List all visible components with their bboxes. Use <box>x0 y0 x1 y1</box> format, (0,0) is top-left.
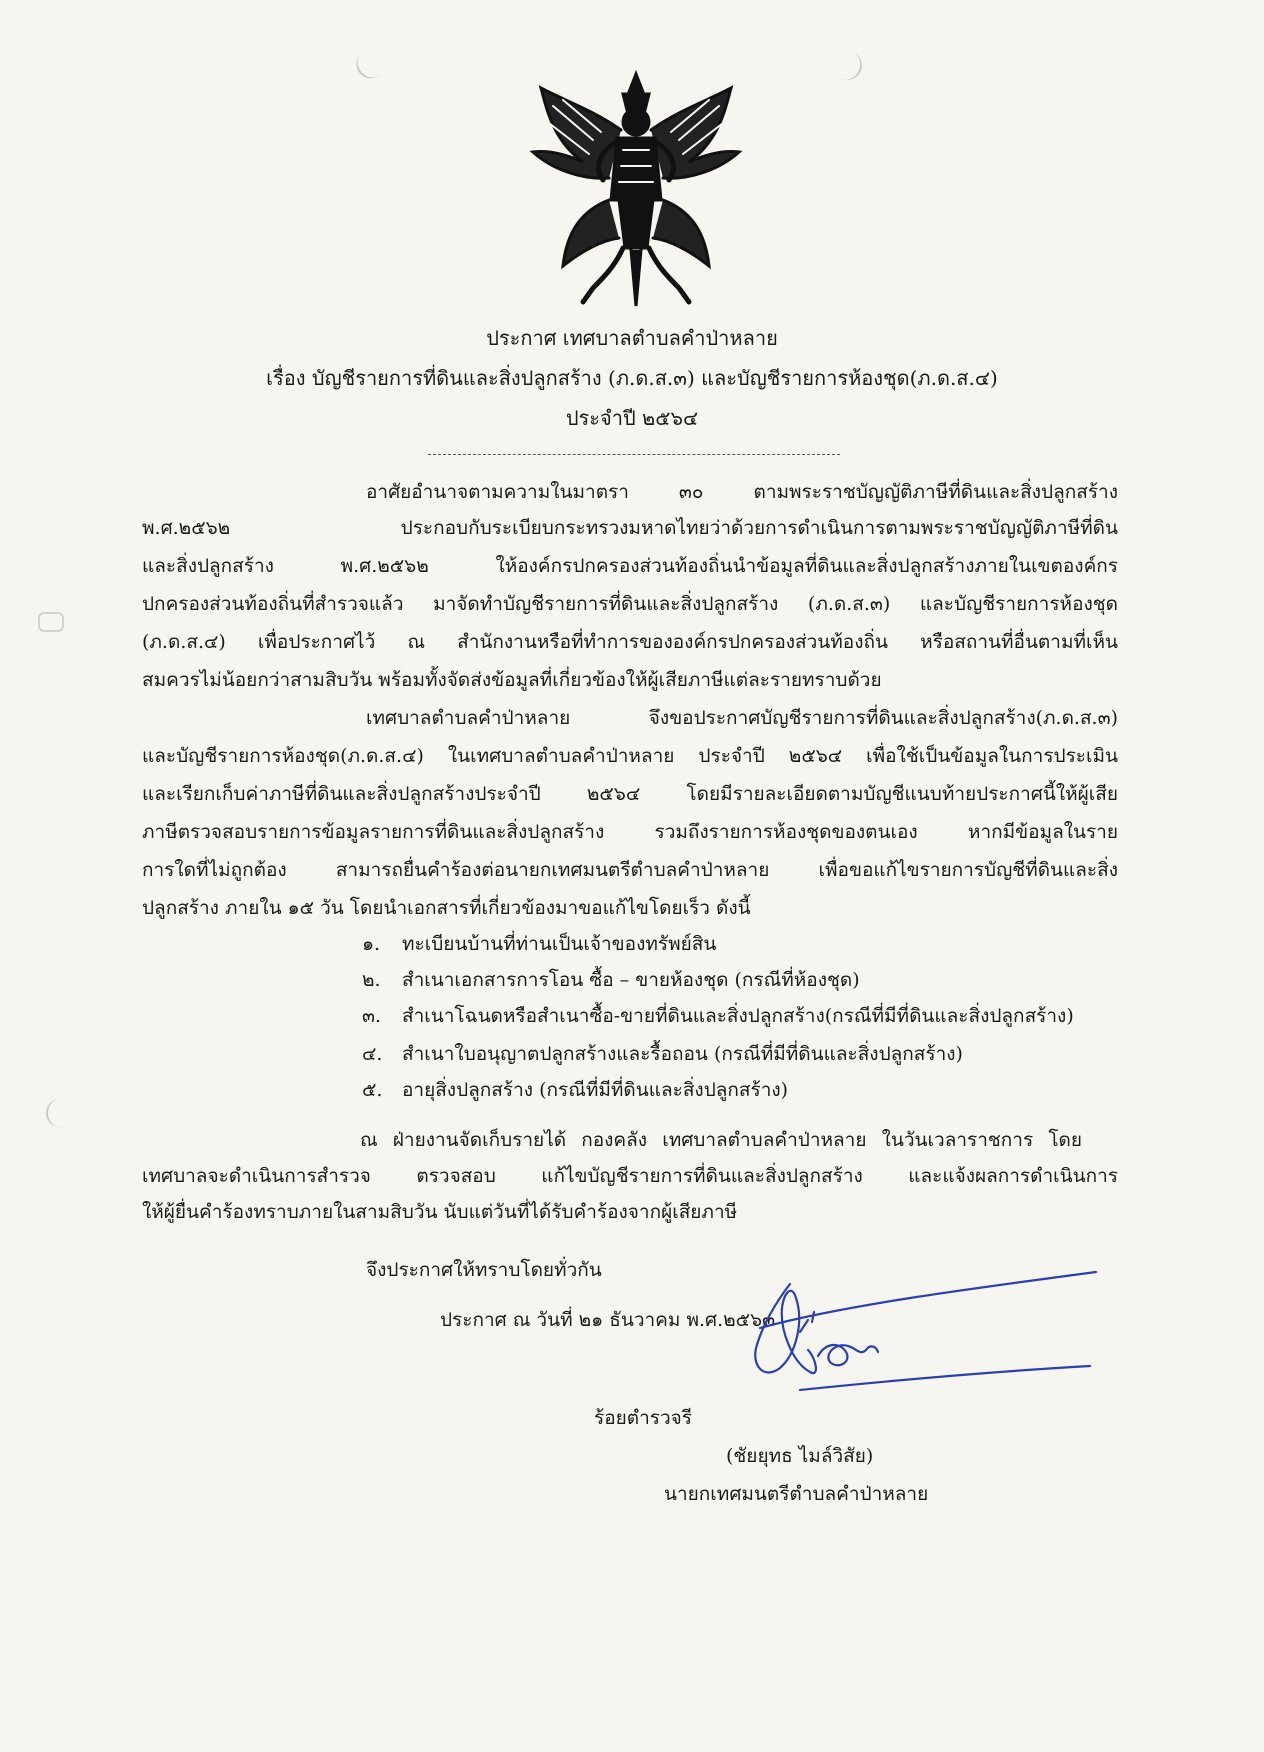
list-item-text: ทะเบียนบ้านที่ท่านเป็นเจ้าของทรัพย์สิน <box>402 933 717 955</box>
list-item <box>362 930 716 958</box>
list-item <box>362 1076 788 1104</box>
announcement-year: ประจำปี ๒๕๖๔ <box>565 406 699 430</box>
signer-name: (ชัยยุทธ ไมล์วิสัย) <box>726 1445 874 1467</box>
signer-rank: ร้อยตำรวจรี <box>594 1407 692 1429</box>
paragraph-line: พ.ศ.๒๕๖๒ ประกอบกับระเบียบกระทรวงมหาดไทยว่าด้วยการดำเนินการตามพระราชบัญญัติภาษีที่ดิน <box>142 517 1118 539</box>
paragraph-line: สมควรไม่น้อยกว่าสามสิบวัน พร้อมทั้งจัดส่งข้อมูลที่เกี่ยวข้องให้ผู้เสียภาษีแต่ละรายทราบด้วย <box>142 669 882 691</box>
list-item-number: ๓. <box>362 1005 382 1027</box>
signer-title: นายกเทศมนตรีตำบลคำป่าหลาย <box>664 1483 929 1505</box>
list-item-number: ๑. <box>362 933 381 955</box>
paragraph-line: เทศบาลตำบลคำป่าหลาย จึงขอประกาศบัญชีรายการที่ดินและสิ่งปลูกสร้าง(ภ.ด.ส.๓) <box>366 707 1118 729</box>
paragraph-line: ภาษีตรวจสอบรายการข้อมูลรายการที่ดินและสิ่งปลูกสร้าง รวมถึงรายการห้องชุดของตนเอง หากมีข้อมูลในราย <box>142 821 1118 843</box>
list-item-number: ๒. <box>362 969 381 991</box>
list-item <box>362 1002 1074 1030</box>
announcement-heading: ประกาศ เทศบาลตำบลคำป่าหลาย <box>486 326 778 350</box>
paragraph-line: และเรียกเก็บค่าภาษีที่ดินและสิ่งปลูกสร้างประจำปี ๒๕๖๔ โดยมีรายละเอียดตามบัญชีแนบท้ายประกาศนี้ให้ผู้เสีย <box>142 783 1118 805</box>
list-item <box>362 1040 963 1068</box>
paragraph-line: ปกครองส่วนท้องถิ่นที่สำรวจแล้ว มาจัดทำบัญชีรายการที่ดินและสิ่งปลูกสร้าง (ภ.ด.ส.๓) และบัญชีรายการห้องชุด <box>142 593 1118 615</box>
paragraph-line: ปลูกสร้าง ภายใน ๑๕ วัน โดยนำเอกสารที่เกี่ยวข้องมาขอแก้ไขโดยเร็ว ดังนี้ <box>142 897 751 919</box>
list-item-text: สำเนาใบอนุญาตปลูกสร้างและรื้อถอน (กรณีที่มีที่ดินและสิ่งปลูกสร้าง) <box>402 1043 963 1065</box>
header-divider <box>428 454 840 455</box>
punch-hole-mark <box>46 1098 78 1128</box>
list-item-text: อายุสิ่งปลูกสร้าง (กรณีที่มีที่ดินและสิ่งปลูกสร้าง) <box>402 1079 789 1101</box>
punch-hole-mark <box>38 612 64 632</box>
announcement-date: ประกาศ ณ วันที่ ๒๑ ธันวาคม พ.ศ.๒๕๖๓ <box>440 1309 776 1331</box>
paragraph-line: ให้ผู้ยื่นคำร้องทราบภายในสามสิบวัน นับแต่วันที่ได้รับคำร้องจากผู้เสียภาษี <box>142 1201 738 1223</box>
paragraph-line: (ภ.ด.ส.๔) เพื่อประกาศไว้ ณ สำนักงานหรือที่ทำการขององค์กรปกครองส่วนท้องถิ่น หรือสถานที่อื่นตามที่เห็น <box>142 631 1118 653</box>
list-item-text: สำเนาเอกสารการโอน ซื้อ – ขายห้องชุด (กรณีที่ห้องชุด) <box>402 969 860 991</box>
announcement-subject: เรื่อง บัญชีรายการที่ดินและสิ่งปลูกสร้าง (ภ.ด.ส.๓) และบัญชีรายการห้องชุด(ภ.ด.ส.๔) <box>266 366 998 390</box>
handwritten-signature <box>700 1262 1100 1402</box>
paragraph-line: เทศบาลจะดำเนินการสำรวจ ตรวจสอบ แก้ไขบัญชีรายการที่ดินและสิ่งปลูกสร้าง และแจ้งผลการดำเนินการ <box>142 1165 1118 1187</box>
closing-statement: จึงประกาศให้ทราบโดยทั่วกัน <box>366 1259 602 1281</box>
list-item-number: ๔. <box>362 1043 383 1065</box>
garuda-emblem-icon <box>523 70 749 310</box>
paragraph-line: และสิ่งปลูกสร้าง พ.ศ.๒๕๖๒ ให้องค์กรปกครองส่วนท้องถิ่นนำข้อมูลที่ดินและสิ่งปลูกสร้างภายในเขตองค์กร <box>142 555 1118 577</box>
punch-hole-mark <box>350 41 394 85</box>
paragraph-line: การใดที่ไม่ถูกต้อง สามารถยื่นคำร้องต่อนายกเทศมนตรีตำบลคำป่าหลาย เพื่อขอแก้ไขรายการบัญชีที่ดินและสิ่ง <box>142 859 1118 881</box>
list-item-number: ๕. <box>362 1079 383 1101</box>
paragraph-line: ณ ฝ่ายงานจัดเก็บรายได้ กองคลัง เทศบาลตำบลคำป่าหลาย ในวันเวลาราชการ โดย <box>360 1129 1082 1151</box>
punch-hole-mark <box>826 45 866 84</box>
paragraph-line: และบัญชีรายการห้องชุด(ภ.ด.ส.๔) ในเทศบาลตำบลคำป่าหลาย ประจำปี ๒๕๖๔ เพื่อใช้เป็นข้อมูลในการประเมิน <box>142 745 1118 767</box>
list-item-text: สำเนาโฉนดหรือสำเนาซื้อ-ขายที่ดินและสิ่งปลูกสร้าง(กรณีที่มีที่ดินและสิ่งปลูกสร้าง) <box>402 1005 1074 1027</box>
list-item <box>362 966 860 994</box>
paragraph-line: อาศัยอำนาจตามความในมาตรา ๓๐ ตามพระราชบัญญัติภาษีที่ดินและสิ่งปลูกสร้าง <box>366 481 1118 503</box>
